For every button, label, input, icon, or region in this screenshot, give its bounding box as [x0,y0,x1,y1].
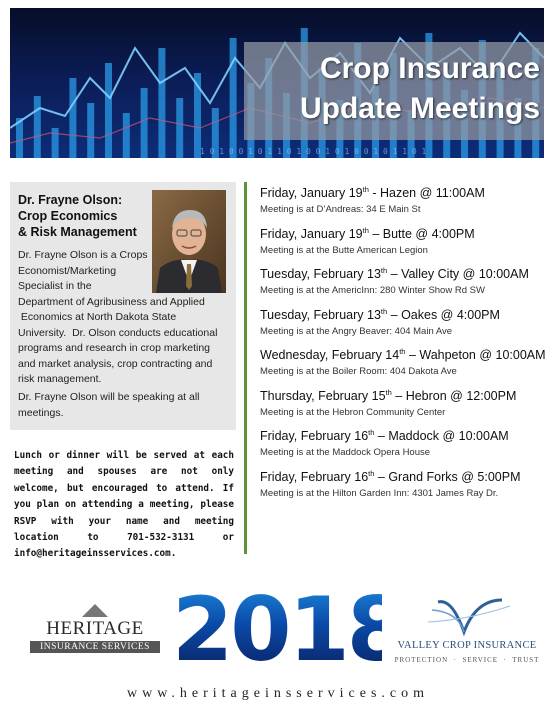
meeting-location: Meeting is at the Angry Beaver: 404 Main Ave [260,325,453,337]
meeting-title [260,388,550,403]
bio-line: and market analysis, crop contracting and [18,357,213,370]
meeting-date-suffix: th [385,387,392,397]
bio-line: Dr. Frayne Olson is a Crops [18,249,148,261]
meeting-date: Tuesday, February 13 [260,267,381,282]
meeting-date-suffix: th [380,306,388,316]
meeting-date: Thursday, February 15 [260,388,386,403]
bio-line: risk management. [18,373,102,385]
meeting-item [260,388,550,429]
meeting-item [260,347,550,388]
bio-line: University. Dr. Olson conducts educational [18,326,218,339]
bio-line: Department of Agribusiness and Applied [18,295,205,308]
v-swoosh-icon [418,596,516,638]
bio-line: Economist/Marketing [18,264,117,277]
meeting-date: Wednesday, February 14 [260,348,400,363]
meeting-item [260,428,550,469]
meeting-date-suffix: th [368,428,375,437]
title-line-1: Crop Insurance [319,52,540,85]
speaker-bio [18,248,232,388]
bio-line: Specialist in the [18,280,92,292]
meeting-title [260,469,550,484]
meeting-title [260,428,550,443]
meeting-list [260,185,550,509]
banner-bar [34,96,41,158]
meeting-place-time: – Oakes @ 4:00PM [387,307,500,322]
speaker-name [18,192,137,240]
speaker-name-line: & Risk Management [18,225,137,239]
meeting-place-time: – Butte @ 4:00PM [368,226,475,241]
banner-bar [230,38,237,158]
meeting-location: Meeting is at the Maddock Opera House [260,447,431,459]
year-graphic [172,578,405,681]
meeting-date-suffix: th [362,225,369,235]
valley-tagline: PROTECTION · SERVICE · TRUST [394,656,540,664]
meeting-place-time: – Grand Forks @ 5:00PM [374,469,521,484]
banner-bar [105,63,112,158]
meeting-location: Meeting is at the Butte American Legion [260,244,428,256]
heritage-logo [28,604,162,668]
meeting-location: Meeting is at the Hebron Community Center [260,406,446,418]
meeting-place-time: – Wahpeton @ 10:00AM [405,348,546,363]
banner-bar [69,78,76,158]
rsvp-note: Lunch or dinner will be served at each meeting and spouses are not only welcome, but encouraged to attend. If you plan on attending a meeting, please RSVP with your name and meeting location to 701-532-3131 or info@heritageinsservices.com. [14,450,234,560]
header-banner [10,8,544,158]
title-panel [244,42,544,140]
banner-bar [87,103,94,158]
banner-bar [141,88,148,158]
banner-bar [176,98,183,158]
banner-bar [158,48,165,158]
meeting-item [260,307,550,348]
meeting-place-time: – Maddock @ 10:00AM [374,429,509,444]
website-link[interactable]: www.heritageinsservices.com [126,686,430,701]
meeting-item [260,469,550,510]
meeting-date-suffix: th [368,468,375,478]
meeting-place-time: – Valley City @ 10:00AM [387,267,529,282]
meeting-title [260,185,550,200]
title-line-2: Update Meetings [299,92,540,125]
bio-line: Economics at North Dakota State [18,311,177,323]
meeting-date: Friday, January 19 [260,186,363,201]
meeting-location: Meeting is at the AmericInn: 280 Winter Show Rd SW [260,285,485,297]
bio-line: programs and research in crop marketing [18,342,211,354]
meeting-location: Meeting is at the Hilton Garden Inn: 4301 James Ray Dr. [260,487,499,499]
meeting-place-time: - Hazen @ 11:00AM [368,186,485,201]
valley-crop-logo [388,596,546,676]
meeting-item [260,226,550,267]
meeting-item [260,266,550,307]
valley-name: VALLEY CROP INSURANCE [397,640,537,651]
meeting-date-suffix: th [362,185,369,194]
meeting-title [260,226,550,241]
banner-bar [123,113,130,158]
meeting-date: Tuesday, February 13 [260,307,381,322]
heritage-subtitle: INSURANCE SERVICES [30,641,160,653]
speaking-note: Dr. Frayne Olson will be speaking at all meetings. [18,391,200,419]
banner-bar [52,128,59,158]
meeting-title [260,307,550,322]
column-divider [244,182,247,554]
speaker-name-line: Crop Economics [18,209,118,223]
meeting-place-time: – Hebron @ 12:00PM [391,388,517,403]
meeting-date: Friday, February 16 [260,429,369,444]
triangle-icon [82,604,108,618]
speaker-bio-panel [10,182,236,430]
meeting-title [260,266,550,281]
meeting-date: Friday, January 19 [260,226,363,241]
meeting-date-suffix: th [399,347,406,356]
meeting-location: Meeting is at D’Andreas: 34 E Main St [260,204,421,216]
binary-text: 1 0 1 0 0 1 0 1 1 0 1 0 0 1 0 1 0 0 1 0 1 1 0 1 [200,147,427,156]
heritage-name: HERITAGE [46,618,144,639]
meeting-date: Friday, February 16 [260,469,369,484]
meeting-date-suffix: th [380,266,388,275]
meeting-location: Meeting is at the Boiler Room: 404 Dakota Ave [260,366,457,378]
meeting-title [260,347,550,362]
speaker-name-line: Dr. Frayne Olson: [18,193,123,207]
meeting-item [260,185,550,226]
year-text: 2018 [172,578,405,681]
